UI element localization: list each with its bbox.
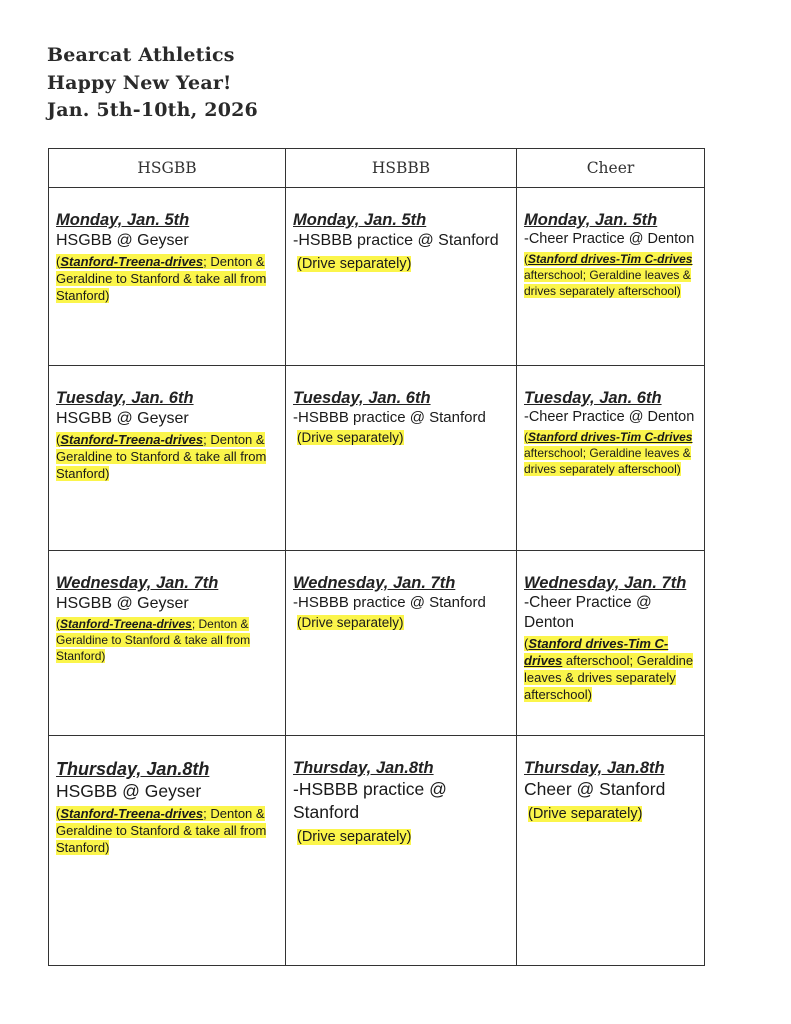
column-header-hsgbb: HSGBB	[49, 149, 286, 188]
schedule-cell	[517, 188, 705, 366]
driver-note: (Stanford-Treena-drives; Denton & Geraldine to Stanford & take all from Stanford)	[56, 254, 267, 303]
day-heading: Wednesday, Jan. 7th	[524, 574, 687, 592]
drive-note: (Drive separately)	[297, 615, 404, 630]
greeting: Happy New Year!	[47, 71, 232, 94]
drive-note: (Drive separately)	[528, 806, 643, 822]
day-heading: Tuesday, Jan. 6th	[524, 389, 662, 407]
event-text: -Cheer Practice @ Denton	[524, 594, 652, 631]
event-text: HSGBB @ Geyser	[56, 232, 189, 249]
driver-name: Stanford-Treena-drives	[60, 617, 192, 631]
table-row	[49, 188, 705, 366]
driver-note: (Stanford drives-Tim C-drives afterschool; Geraldine leaves & drives separately afterschool)	[524, 252, 693, 298]
schedule-cell	[286, 551, 517, 736]
driver-name: Stanford drives-Tim C-drives	[528, 252, 693, 266]
schedule-cell	[517, 736, 705, 966]
event-text: Cheer @ Stanford	[524, 779, 666, 799]
header-row	[49, 149, 705, 188]
day-heading: Thursday, Jan.8th	[56, 759, 210, 779]
day-heading: Thursday, Jan.8th	[293, 759, 434, 777]
date-range: Jan. 5th-10th, 2026	[47, 99, 258, 121]
driver-note: (Stanford drives-Tim C-drives afterschool; Geraldine leaves & drives separately afterschool)	[524, 636, 694, 702]
event-text: -HSBBB practice @ Stanford	[293, 779, 447, 822]
driver-note: (Stanford-Treena-drives; Denton & Geraldine to Stanford & take all from Stanford)	[56, 806, 267, 855]
org-title: Bearcat Athletics	[47, 44, 235, 66]
schedule-cell	[49, 188, 286, 366]
schedule-cell	[49, 551, 286, 736]
day-heading: Thursday, Jan.8th	[524, 759, 665, 777]
event-text: -HSBBB practice @ Stanford	[293, 409, 486, 426]
driver-name: Stanford-Treena-drives	[60, 254, 204, 269]
schedule-cell	[286, 188, 517, 366]
column-header-cheer: Cheer	[517, 149, 705, 188]
schedule-table	[48, 148, 705, 966]
schedule-cell	[49, 736, 286, 966]
event-text: -Cheer Practice @ Denton	[524, 409, 695, 425]
driver-name: Stanford-Treena-drives	[60, 806, 204, 821]
event-text: HSGBB @ Geyser	[56, 410, 189, 427]
day-heading: Monday, Jan. 5th	[56, 211, 190, 229]
event-text: -HSBBB practice @ Stanford	[293, 232, 499, 249]
event-text: -Cheer Practice @ Denton	[524, 231, 695, 247]
drive-note: (Drive separately)	[297, 829, 412, 845]
schedule-cell	[517, 366, 705, 551]
driver-note: (Stanford drives-Tim C-drives afterschool; Geraldine leaves & drives separately afterschool)	[524, 430, 693, 476]
day-heading: Wednesday, Jan. 7th	[56, 574, 219, 592]
drive-note: (Drive separately)	[297, 430, 404, 445]
day-heading: Tuesday, Jan. 6th	[56, 389, 194, 407]
schedule-cell	[286, 366, 517, 551]
day-heading: Wednesday, Jan. 7th	[293, 574, 456, 592]
schedule-cell	[49, 366, 286, 551]
driver-name: Stanford drives-Tim C-drives	[524, 636, 669, 668]
day-heading: Tuesday, Jan. 6th	[293, 389, 431, 407]
event-text: HSGBB @ Geyser	[56, 781, 202, 801]
day-heading: Monday, Jan. 5th	[524, 211, 658, 229]
column-header-hsbbb: HSBBB	[286, 149, 517, 188]
driver-name: Stanford-Treena-drives	[60, 432, 204, 447]
schedule-cell	[286, 736, 517, 966]
driver-name: Stanford drives-Tim C-drives	[528, 430, 693, 444]
table-row	[49, 551, 705, 736]
table-row	[49, 366, 705, 551]
driver-note: (Stanford-Treena-drives; Denton & Geraldine to Stanford & take all from Stanford)	[56, 432, 267, 481]
event-text: HSGBB @ Geyser	[56, 595, 189, 612]
drive-note: (Drive separately)	[297, 256, 412, 272]
table-row	[49, 736, 705, 966]
event-text: -HSBBB practice @ Stanford	[293, 594, 486, 611]
day-heading: Monday, Jan. 5th	[293, 211, 427, 229]
document-header	[47, 42, 258, 125]
schedule-cell	[517, 551, 705, 736]
driver-note: (Stanford-Treena-drives; Denton & Geraldine to Stanford & take all from Stanford)	[56, 617, 251, 663]
